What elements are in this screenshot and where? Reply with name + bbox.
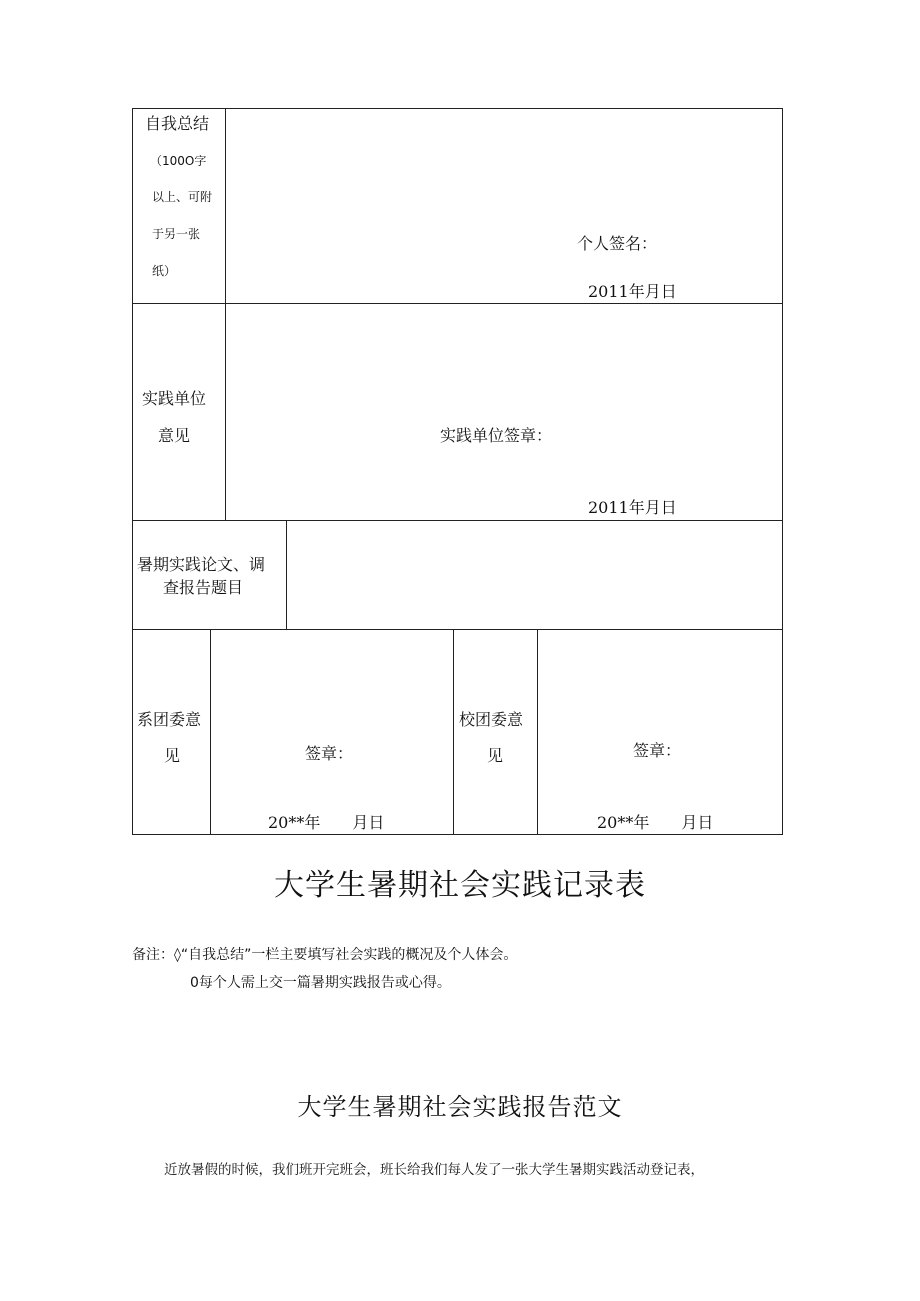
table-border-left — [132, 108, 133, 835]
table-border-right — [782, 108, 783, 835]
self-summary-note-1: （100O字 — [150, 154, 207, 168]
dept-league-label-2: 见 — [164, 746, 181, 765]
notes-line-1: 备注：◊“自我总结”一栏主要填写社会实践的概况及个人体会。 — [132, 947, 518, 963]
paper-title-label-2: 查报告题目 — [163, 578, 244, 597]
dept-label-divider — [210, 629, 211, 835]
table-border-top — [132, 108, 783, 109]
self-summary-label: 自我总结 — [145, 114, 210, 133]
unit-opinion-label-1: 实践单位 — [142, 389, 207, 408]
school-league-date: 20**年 月日 — [597, 813, 714, 832]
unit-opinion-label-2: 意见 — [158, 426, 191, 445]
paper-title-divider — [286, 520, 287, 630]
record-form-title: 大学生暑期社会实践记录表 — [274, 868, 646, 903]
notes-line-2: 0每个人需上交一篇暑期实践报告或心得。 — [190, 975, 451, 991]
school-section-divider — [453, 629, 454, 835]
self-summary-date: 2011年月日 — [588, 282, 677, 301]
school-league-label-2: 见 — [487, 746, 504, 765]
table-border-bottom — [132, 834, 783, 835]
table-row-divider-3 — [132, 629, 783, 630]
self-summary-note-2: 以上、可附 — [152, 190, 213, 204]
label-column-divider-upper — [225, 108, 226, 521]
dept-league-label-1: 系团委意 — [137, 710, 202, 729]
self-summary-note-4: 纸） — [152, 264, 177, 278]
table-row-divider-1 — [132, 303, 783, 304]
personal-signature-label: 个人签名： — [577, 234, 658, 253]
article-title: 大学生暑期社会实践报告范文 — [297, 1093, 623, 1121]
dept-stamp-label: 签章： — [305, 744, 354, 763]
article-paragraph-1: 近放暑假的时候，我们班开完班会，班长给我们每人发了一张大学生暑期实践活动登记表， — [164, 1162, 704, 1178]
self-summary-note-3: 于另一张 — [152, 227, 201, 241]
paper-title-label-1: 暑期实践论文、调 — [137, 555, 266, 574]
dept-league-date: 20**年 月日 — [268, 813, 385, 832]
unit-opinion-date: 2011年月日 — [588, 498, 677, 517]
school-stamp-label: 签章： — [633, 741, 682, 760]
school-league-label-1: 校团委意 — [459, 710, 524, 729]
table-row-divider-2 — [132, 520, 783, 521]
unit-stamp-label: 实践单位签章： — [440, 426, 553, 445]
school-label-divider — [537, 629, 538, 835]
